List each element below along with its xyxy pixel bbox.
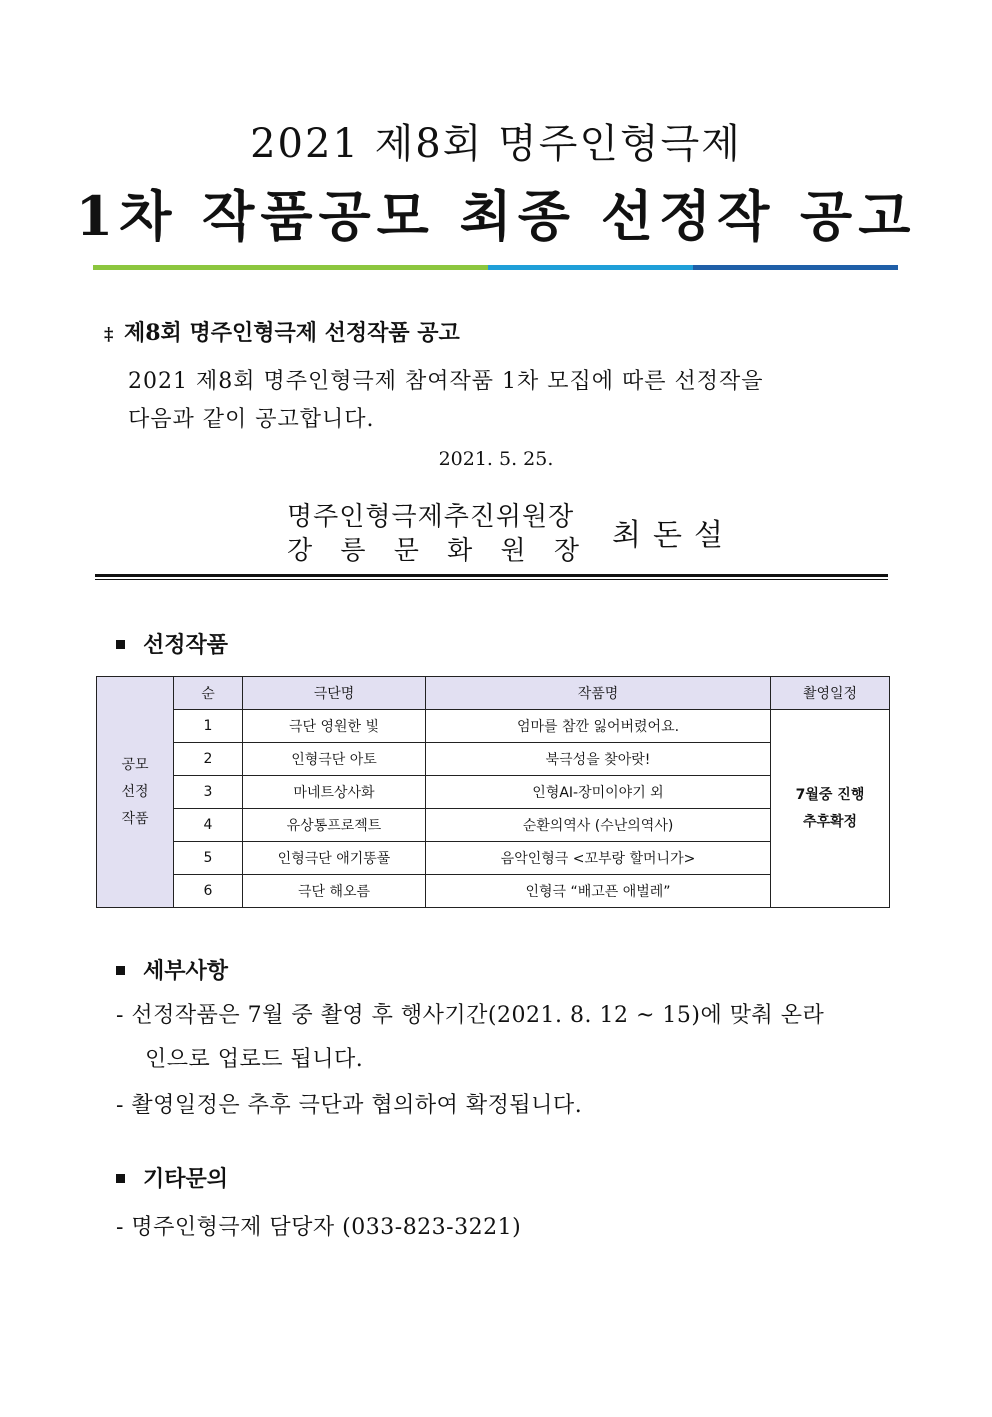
- row-no: 6: [174, 875, 243, 908]
- row-troupe: 마네트상사화: [243, 776, 426, 809]
- details-item-1-line-1: - 선정작품은 7월 중 촬영 후 행사기간(2021. 8. 12 ~ 15)에 맞춰 온라: [116, 1003, 825, 1028]
- schedule-line: 추후확정: [802, 813, 858, 830]
- row-work: 인형AI-장미이야기 외: [426, 776, 771, 809]
- organizer-title-2-char: 문: [393, 536, 419, 566]
- row-troupe: 인형극단 아토: [243, 743, 426, 776]
- row-work: 음악인형극 <꼬부랑 할머니가>: [426, 842, 771, 875]
- row-work: 인형극 “배고픈 애벌레”: [426, 875, 771, 908]
- organizer-title-2-char: 릉: [340, 536, 366, 566]
- selected-heading-text: 선정작품: [143, 633, 229, 658]
- schedule-cell: [771, 710, 890, 908]
- header-no: 순: [174, 677, 243, 710]
- selected-works-table: [96, 676, 890, 908]
- category-line: 선정: [121, 783, 149, 800]
- announcement-body-line-2: 다음과 같이 공고합니다.: [128, 407, 375, 432]
- table-header-row: [97, 677, 890, 710]
- header-troupe: 극단명: [243, 677, 426, 710]
- table-row: [97, 710, 890, 743]
- title-line-1: 2021 제8회 명주인형극제: [250, 121, 742, 167]
- row-work: 북극성을 찾아랏!: [426, 743, 771, 776]
- row-no: 3: [174, 776, 243, 809]
- divider-band-cyan: [488, 265, 693, 270]
- double-rule-top: [95, 574, 888, 577]
- details-heading-text: 세부사항: [143, 959, 229, 984]
- details-section-heading: [116, 954, 228, 985]
- signer-name: 최돈설: [612, 518, 735, 553]
- row-no: 5: [174, 842, 243, 875]
- announcement-heading: [104, 316, 460, 347]
- square-bullet-icon: [116, 640, 125, 649]
- organizer-title-2-char: 강: [287, 536, 313, 566]
- contact-item: - 명주인형극제 담당자 (033-823-3221): [116, 1215, 522, 1240]
- organizer-title-2-char: 원: [500, 536, 526, 566]
- details-item-1-line-2: 인으로 업로드 됩니다.: [145, 1047, 364, 1072]
- announcement-body-line-1: 2021 제8회 명주인형극제 참여작품 1차 모집에 따른 선정작을: [128, 369, 764, 394]
- square-bullet-icon: [116, 1174, 125, 1183]
- header-work: 작품명: [426, 677, 771, 710]
- selected-section-heading: [116, 628, 228, 659]
- details-item-2: - 촬영일정은 추후 극단과 협의하여 확정됩니다.: [116, 1093, 583, 1118]
- row-no: 4: [174, 809, 243, 842]
- double-rule-bottom: [95, 579, 888, 580]
- header-schedule: 촬영일정: [771, 677, 890, 710]
- row-no: 2: [174, 743, 243, 776]
- contact-section-heading: [116, 1162, 228, 1193]
- row-work: 순환의역사 (수난의역사): [426, 809, 771, 842]
- category-cell: [97, 677, 174, 908]
- title-line-2: 1차 작품공모 최종 선정작 공고: [75, 184, 917, 248]
- row-troupe: 유상통프로젝트: [243, 809, 426, 842]
- organizer-title-2-char: 장: [553, 536, 579, 566]
- square-bullet-icon: [116, 966, 125, 975]
- category-line: 공모: [121, 756, 149, 773]
- announcement-date: 2021. 5. 25.: [438, 448, 554, 470]
- category-line: 작품: [121, 810, 149, 827]
- schedule-line: 7월중 진행: [795, 786, 865, 803]
- double-dagger-icon: ‡: [104, 324, 114, 345]
- divider-band-green: [93, 265, 488, 270]
- row-work: 엄마를 참깐 잃어버렸어요.: [426, 710, 771, 743]
- row-no: 1: [174, 710, 243, 743]
- row-troupe: 극단 영원한 빛: [243, 710, 426, 743]
- contact-heading-text: 기타문의: [143, 1167, 229, 1192]
- announcement-heading-text: 제8회 명주인형극제 선정작품 공고: [124, 320, 460, 346]
- row-troupe: 극단 해오름: [243, 875, 426, 908]
- organizer-title-2: [287, 530, 579, 567]
- row-troupe: 인형극단 애기똥풀: [243, 842, 426, 875]
- organizer-title-1: 명주인형극제추진위원장: [287, 502, 575, 532]
- organizer-title-2-char: 화: [447, 536, 473, 566]
- divider-band-blue: [693, 265, 898, 270]
